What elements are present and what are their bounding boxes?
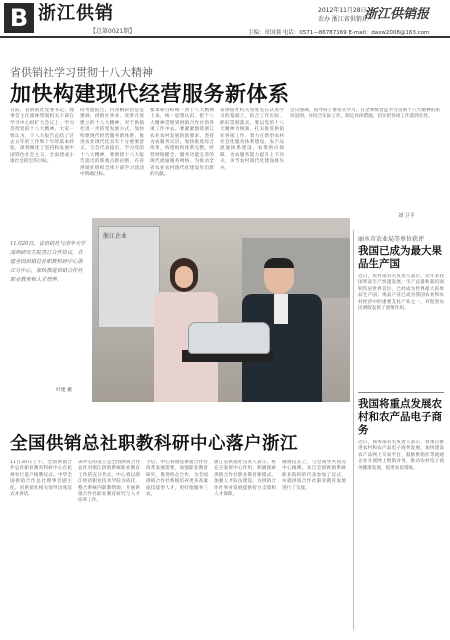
brief-separator (358, 392, 444, 393)
brief-1-body: 近日，农业部有关负责人表示，近年来我国果品生产快速发展，生产总量和栽培面积均居世界首位，已经成为世界最大的果品生产国。果品产业已成为我国农业和农村经济中的重要支柱产业之一，对促进农民增收发挥了重要作用。 (358, 274, 444, 312)
brief-1 (358, 234, 444, 382)
second-headline: 全国供销总社职教科研中心落户浙江 (10, 434, 298, 454)
brief-2-title: 我国将重点发展农村和农产品电子商务 (358, 398, 442, 436)
lead-column-4: 省供销社机关各处室在认真学习的基础上，结合工作实际，抓好贯彻落实。要以党的十八大精神为统领，扎实推进供销社各项工作，着力在新型农村社会化服务体系建设、农产品流通体系建设、农资供应保障、为农服务能力提升上下功夫，争当农村现代化建设排头兵。 (220, 108, 284, 171)
editor-info: 主编：章国强 电话：0571—86787169 E-mail：daxw2008@163.com (248, 30, 430, 36)
news-photo (92, 218, 350, 402)
second-column-1: 11月20日上午，全国供销合作总社职业教育科研中心在杭州举行落户揭牌仪式。中华全国供销合作总社理事会副主任、省供销社相关领导出席仪式并讲话。 (10, 460, 72, 498)
photo-credit: 叶建 摄 (56, 388, 72, 393)
second-column-4: 浙江省供销社负责人表示，将充分发挥中心作用，积极探索供销合作社职业教育新模式，加强人才队伍建设，为供销合作社事业发展提供智力支撑和人才保障。 (214, 460, 276, 498)
board-text: 浙江企业 (103, 233, 128, 240)
second-column-2: 该中心的设立是全国供销合作总社对浙江供销系统职业教育工作的充分肯定。中心将以浙江经济职业技术学院为依托，整合系统内职教资源，开展供销合作社职业教育研究与人才培养工作。 (78, 460, 140, 504)
second-column-3: 今后，中心将围绕供销合作社改革发展需要，加强职业教育研究，推进校企合作，为全国供销合作社系统培养更多高素质技能型人才，更好地服务三农。 (146, 460, 208, 498)
issue-date: 2012年11月28日 农办 浙江省供销社 (318, 7, 368, 23)
photo-caption-sidebar (10, 240, 86, 376)
lead-column-1: 日前，省供销社党委书记、理事会主任邵林带领机关干部在学习中心组扩大会议上，学习贯彻党的十八大精神。大家一致认为，十八大报告总结了过去五年的工作和十年的基本经验，深刻阐述了坚持和发展中国特色社会主义，全面建成小康社会的宏伟目标。 (10, 108, 74, 165)
section-letter: B (4, 3, 34, 33)
brief-2 (358, 398, 444, 620)
header-rule (0, 36, 450, 38)
photo-caption: 11月20日，省供销社与清华大学深圳研究生院签订合作协议，共建全国供销总社职教科研中心浙江分中心，加快推进供销合作社职业教育和人才培养。 (10, 241, 86, 283)
lead-column-5: 会议强调，领导班子要带头学习，在全系统营造学习贯彻十八大精神的浓厚氛围，并结合实际工作，制定具体措施，切实把各项工作落到实处。 (290, 108, 440, 120)
section-title: 浙江供销 (38, 3, 114, 24)
photo-board (98, 226, 160, 328)
lead-column-2: 持考虑报告，内容精彩但是是强调，供销社事业，改革开放建立的十八大精神，对于供销社进一步转变发展方式，加快构建现代经营服务新体系，推进农业现代化具有十分重要意义。与会代表提出，学习党的十八大精神，要围绕十八大报告提出的新观点新论断，在省供销社组织全体干部学习活动中明确目标。 (80, 108, 144, 178)
column-divider (353, 230, 354, 630)
photo-model-car (188, 322, 270, 354)
brief-2-body: 近日，商务部有关负责人表示，将重点推进农村和农产品电子商务发展，加快建设农产品网上交易平台，鼓励供销社等流通企业开展网上购销业务，推动农村电子商务健康发展，促进农民增收。 (358, 440, 444, 471)
lead-author: 刘 卫平 (398, 213, 415, 219)
second-column-5: 揭牌仪式上，与会领导共同为中心揭牌。来自全国供销系统职业院校的代表参加了仪式，并就供销合作社职业教育发展进行了交流。 (282, 460, 346, 491)
brief-1-title: 我国已成为最大果品生产国 (358, 245, 442, 270)
lead-column-3: 要求和目标统一到十八大精神上来，统一思想认识，把十八大精神贯彻到供销合作社的各项工作中去。要紧紧围绕浙江农业农村发展的新要求，坚持为农服务宗旨，加快推进综合改革，构建组织体系完整、经营网络健全、服务功能完善的现代流通服务网络，为推动全省农业农村现代化建设作出新的贡献。 (150, 108, 214, 178)
page-header (0, 0, 450, 36)
issue-code: 【总第0021期】 (90, 28, 136, 35)
newspaper-masthead: 浙江供销报 (364, 7, 430, 22)
lead-kicker: 省供销社学习贯彻十八大精神 (10, 66, 153, 79)
brief-1-subtitle: 丽水市农业局等单位获评 (358, 236, 425, 243)
lead-headline: 加快构建现代经营服务新体系 (10, 82, 290, 106)
